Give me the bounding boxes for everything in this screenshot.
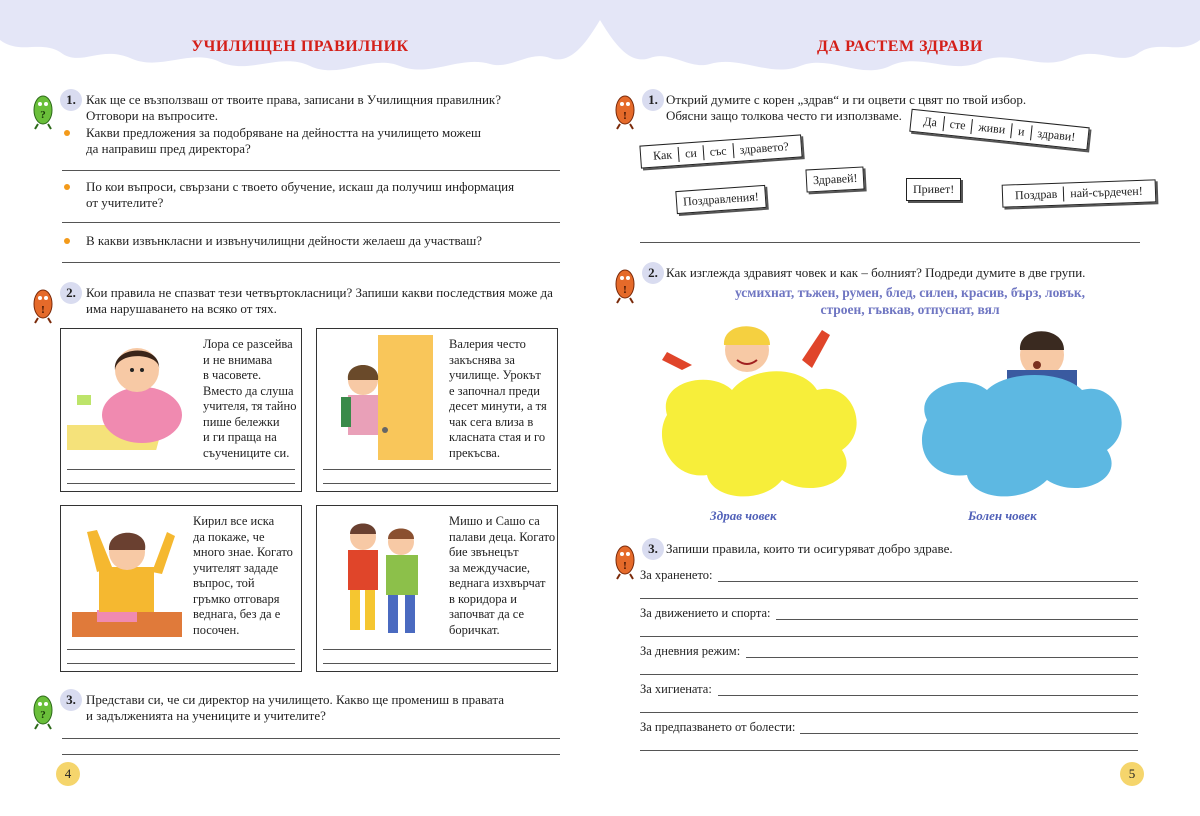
svg-text:?: ? <box>40 709 46 721</box>
story-line: гръмко отговаря <box>193 591 280 606</box>
story-line: за междучасие, <box>449 560 531 575</box>
page-title: ДА РАСТЕМ ЗДРАВИ <box>817 38 983 55</box>
mascot-exclamation-icon <box>612 260 638 304</box>
answer-line[interactable] <box>62 738 560 739</box>
answer-line[interactable] <box>67 469 295 470</box>
story-line: в часовете. <box>203 368 262 382</box>
story-card-valeria <box>316 328 558 492</box>
answer-line[interactable] <box>640 712 1138 713</box>
question-number: 1. <box>642 89 664 111</box>
caption-sick: Болен човек <box>968 508 1037 523</box>
bullet-icon <box>64 238 70 244</box>
caption-healthy: Здрав човек <box>710 508 777 523</box>
sick-child-cloud-illustration <box>912 320 1142 505</box>
mascot-exclamation-icon <box>612 536 638 580</box>
bullet-text: да направиш пред директора? <box>86 141 251 156</box>
story-line: закъснява за <box>449 352 515 367</box>
word-segment: и <box>1011 123 1032 140</box>
story-line: бие звънецът <box>449 545 519 559</box>
story-line: боричкат. <box>449 622 500 637</box>
girl-at-door-illustration <box>323 335 443 460</box>
word-strip-1[interactable] <box>639 134 802 168</box>
mascot-question-icon <box>30 686 56 730</box>
story-line: Вместо да слуша <box>203 383 294 398</box>
svg-text:!: ! <box>41 304 45 316</box>
story-line: посочен. <box>193 622 240 637</box>
story-card-lora <box>60 328 302 492</box>
story-card-misho-sasho <box>316 505 558 672</box>
bullet-text: По кои въпроси, свързани с твоето обучение, искаш да получиш информация <box>86 179 515 194</box>
question-text: Кои правила не спазват тези четвъртокласници? Запиши какви последствия може да <box>86 285 553 300</box>
story-line: и ги праща на <box>203 430 277 444</box>
word-card-zdravei[interactable]: Здравей! <box>805 166 865 192</box>
question-text: и задълженията на учениците и учителите? <box>86 708 326 723</box>
rule-label-nutrition: За храненето: <box>640 568 713 582</box>
healthy-child-cloud-illustration <box>652 320 892 505</box>
rule-label-disease-prevention: За предпазването от болести: <box>640 720 796 734</box>
answer-line[interactable] <box>640 598 1138 599</box>
answer-line[interactable] <box>776 619 1138 620</box>
story-line: пише бележки <box>203 414 280 429</box>
adjective-list: строен, гъвкав, отпуснат, вял <box>820 302 1000 317</box>
answer-line[interactable] <box>718 581 1138 582</box>
answer-line[interactable] <box>640 242 1140 243</box>
story-card-kiril <box>60 505 302 672</box>
question-text: Открий думите с корен „здрав“ и ги оцвети с цвят по твой избор. <box>666 92 1027 107</box>
rule-label-sport: За движението и спорта: <box>640 606 771 620</box>
answer-line[interactable] <box>62 222 560 223</box>
question-number: 2. <box>60 282 82 304</box>
answer-line[interactable] <box>718 695 1138 696</box>
story-line: веднага изхвърчат <box>449 576 546 590</box>
word-segment: най-сърдечен! <box>1070 183 1143 201</box>
word-segment: сте <box>943 116 973 134</box>
story-line: въпрос, той <box>193 576 255 590</box>
story-line: веднага, без да е <box>193 607 281 621</box>
question-number: 3. <box>642 538 664 560</box>
story-line: класната стая и го <box>449 430 546 444</box>
answer-line[interactable] <box>62 170 560 171</box>
mascot-question-icon <box>30 86 56 130</box>
word-strip-3[interactable] <box>1002 179 1156 207</box>
svg-text:!: ! <box>623 284 627 296</box>
answer-line[interactable] <box>67 649 295 650</box>
story-line: съучениците си. <box>203 445 290 460</box>
question-text: има нарушаването на всяко от тях. <box>86 301 277 316</box>
question-text: Как ще се възползваш от твоите права, записани в Училищния правилник? <box>86 92 502 107</box>
question-text: Представи си, че си директор на училището. Какво ще промениш в правата <box>86 692 504 707</box>
story-line: в коридора и <box>449 591 517 606</box>
story-line: прекъсва. <box>449 445 500 460</box>
question-number: 2. <box>642 262 664 284</box>
story-line: започват да се <box>449 607 525 621</box>
answer-line[interactable] <box>640 636 1138 637</box>
word-strip-2[interactable] <box>909 109 1089 151</box>
answer-line[interactable] <box>323 663 551 664</box>
answer-line[interactable] <box>746 657 1138 658</box>
answer-line[interactable] <box>323 483 551 484</box>
bullet-icon <box>64 184 70 190</box>
answer-line[interactable] <box>62 754 560 755</box>
answer-line[interactable] <box>62 262 560 263</box>
story-line: да покаже, че <box>193 529 265 544</box>
question-text: Обясни защо толкова често ги използваме. <box>666 108 902 123</box>
girl-writing-illustration <box>67 335 197 455</box>
story-line: и не внимава <box>203 352 273 367</box>
bullet-text: от учителите? <box>86 195 164 210</box>
word-segment: Поздрав <box>1009 187 1065 204</box>
bullet-text: Какви предложения за подобряване на дейността на училището можеш <box>86 125 482 140</box>
story-line: Кирил все иска <box>193 514 275 528</box>
answer-line[interactable] <box>323 469 551 470</box>
word-segment: здрави! <box>1036 126 1077 144</box>
story-line: учителя, тя тайно <box>203 399 297 413</box>
question-text: Запиши правила, които ти осигуряват добро здраве. <box>666 541 953 556</box>
rule-label-hygiene: За хигиената: <box>640 682 712 696</box>
rule-label-daily-routine: За дневния режим: <box>640 644 741 658</box>
story-line: десет минути, а тя <box>449 399 547 413</box>
question-number: 3. <box>60 689 82 711</box>
page-title: УЧИЛИЩЕН ПРАВИЛНИК <box>191 38 409 55</box>
mascot-exclamation-icon <box>30 280 56 324</box>
mascot-exclamation-icon <box>612 86 638 130</box>
answer-line[interactable] <box>640 674 1138 675</box>
answer-line[interactable] <box>67 483 295 484</box>
story-line: много знае. Когато <box>193 545 293 559</box>
bullet-icon <box>64 130 70 136</box>
story-line: Лора се разсейва <box>203 337 293 351</box>
story-line: е започнал преди <box>449 383 540 398</box>
question-text: Как изглежда здравият човек и как – болният? Подреди думите в две групи. <box>666 265 1086 280</box>
word-segment: здравето? <box>739 139 790 157</box>
word-segment: със <box>703 143 734 160</box>
question-text: Отговори на въпросите. <box>86 108 219 123</box>
right-page <box>600 0 1200 816</box>
answer-line[interactable] <box>323 649 551 650</box>
svg-text:?: ? <box>40 109 46 121</box>
word-card-privet[interactable]: Привет! <box>906 178 961 201</box>
answer-line[interactable] <box>800 733 1138 734</box>
word-card-pozdravleniya[interactable]: Поздравления! <box>675 185 766 214</box>
boy-raising-hand-illustration <box>67 512 187 642</box>
word-segment: Да <box>917 113 945 131</box>
bullet-text: В какви извънкласни и извънучилищни дейности желаеш да участваш? <box>86 233 483 248</box>
story-line: Мишо и Сашо са <box>449 514 540 528</box>
word-segment: Как <box>647 147 680 164</box>
story-line: палави деца. Когато <box>449 529 556 544</box>
adjective-list: усмихнат, тъжен, румен, блед, силен, красив, бърз, ловък, <box>734 285 1086 300</box>
story-line: чак сега влиза в <box>449 414 534 429</box>
story-line: учителят зададе <box>193 560 279 575</box>
boys-playing-illustration <box>323 512 443 642</box>
page-number: 4 <box>56 762 80 786</box>
answer-line[interactable] <box>67 663 295 664</box>
word-segment: си <box>679 145 705 162</box>
page-number: 5 <box>1120 762 1144 786</box>
answer-line[interactable] <box>640 750 1138 751</box>
word-segment: живи <box>972 119 1013 138</box>
question-number: 1. <box>60 89 82 111</box>
svg-text:!: ! <box>623 560 627 572</box>
story-line: училище. Урокът <box>449 368 541 382</box>
story-line: Валерия често <box>449 337 526 351</box>
svg-text:!: ! <box>623 110 627 122</box>
